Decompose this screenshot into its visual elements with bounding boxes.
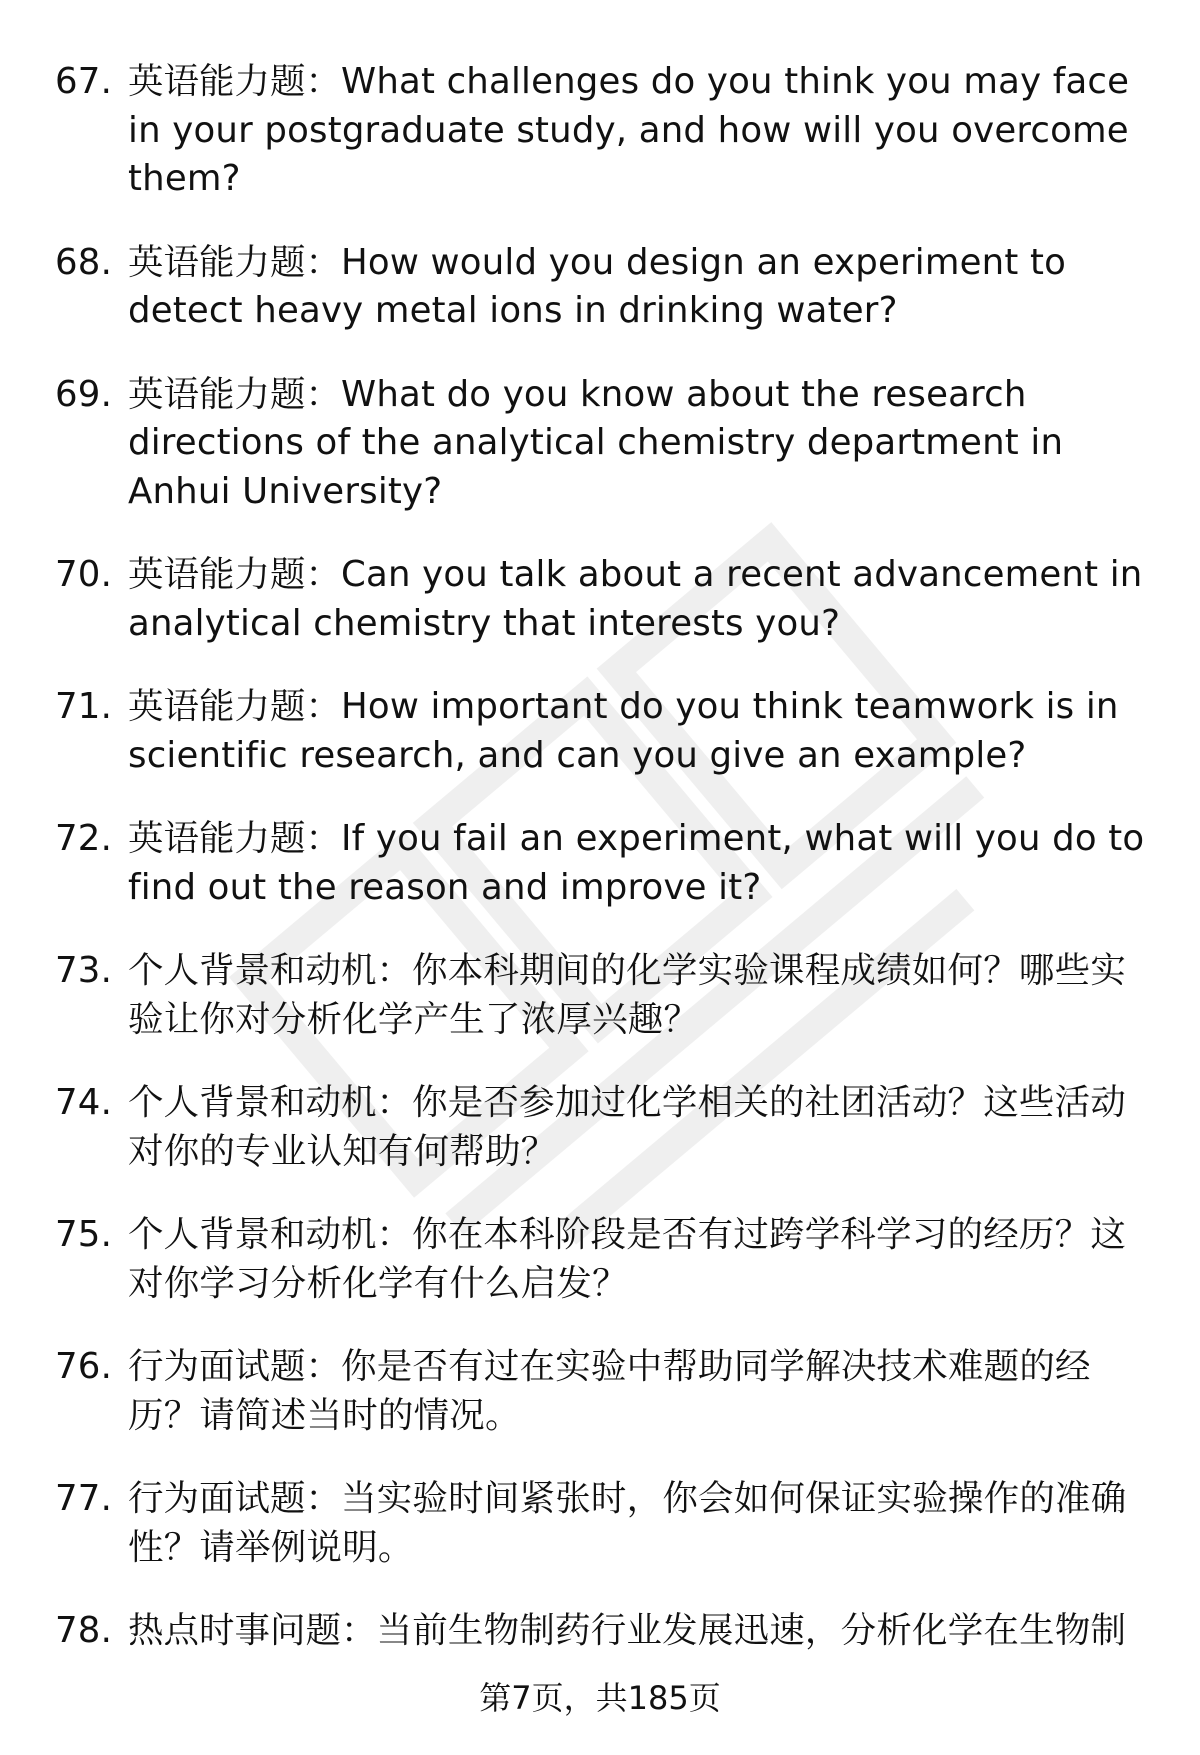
question-category: 英语能力题： (128, 373, 342, 415)
question-text: 你本科期间的化学实验课程成绩如何？哪些实验让你对分析化学产生了浓厚兴趣？ (128, 950, 1127, 1040)
question-text: What challenges do you think you may face in your postgraduate study, and how will you overcome them? (128, 61, 1130, 199)
question-item (55, 239, 1155, 336)
question-text: 当前生物制药行业发展迅速，分析化学在生物制 (376, 1610, 1127, 1651)
question-category: 个人背景和动机： (128, 1082, 413, 1123)
question-item (55, 1079, 1155, 1176)
question-number: 68. (55, 241, 113, 283)
question-category: 个人背景和动机： (128, 950, 413, 991)
question-text: How important do you think teamwork is in scientific research, and can you give an example? (128, 686, 1119, 776)
question-category: 英语能力题： (128, 686, 342, 727)
question-number: 77. (55, 1478, 113, 1519)
question-category: 热点时事问题： (128, 1610, 377, 1651)
question-item (55, 551, 1155, 648)
question-number: 67. (55, 61, 113, 102)
question-item (55, 683, 1155, 780)
question-text: What do you know about the research directions of the analytical chemistry department in Anhui University? (128, 373, 1064, 512)
question-item (55, 1343, 1155, 1440)
question-number: 69. (55, 373, 113, 415)
question-item (55, 947, 1155, 1044)
question-number: 75. (55, 1214, 113, 1255)
question-text: If you fail an experiment, what will you do to find out the reason and improve it? (128, 818, 1145, 908)
question-category: 英语能力题： (128, 241, 342, 283)
question-number: 70. (55, 554, 113, 595)
question-text: How would you design an experiment to detect heavy metal ions in drinking water? (128, 241, 1067, 331)
question-list (55, 58, 1155, 1691)
question-category: 行为面试题： (128, 1346, 342, 1387)
question-text: 当实验时间紧张时，你会如何保证实验操作的准确性？请举例说明。 (128, 1478, 1127, 1568)
question-text: Can you talk about a recent advancement in analytical chemistry that interests you? (128, 554, 1143, 644)
question-number: 78. (55, 1610, 113, 1651)
question-category: 英语能力题： (128, 554, 342, 595)
question-item (55, 371, 1155, 517)
question-category: 个人背景和动机： (128, 1214, 413, 1255)
question-item (55, 1475, 1155, 1572)
question-category: 英语能力题： (128, 818, 342, 859)
question-number: 76. (55, 1346, 113, 1387)
page-footer: 第7页，共185页 (479, 1679, 721, 1717)
question-category: 行为面试题： (128, 1478, 342, 1519)
question-item (55, 1211, 1155, 1308)
question-text: 你在本科阶段是否有过跨学科学习的经历？这对你学习分析化学有什么启发？ (128, 1214, 1127, 1304)
question-item (55, 815, 1155, 912)
question-number: 71. (55, 686, 113, 727)
question-text: 你是否有过在实验中帮助同学解决技术难题的经历？请简述当时的情况。 (128, 1346, 1091, 1436)
question-text: 你是否参加过化学相关的社团活动？这些活动对你的专业认知有何帮助？ (128, 1082, 1127, 1172)
question-number: 74. (55, 1082, 113, 1123)
question-item (55, 1607, 1155, 1656)
question-number: 73. (55, 950, 113, 991)
question-number: 72. (55, 818, 113, 859)
question-item (55, 58, 1155, 204)
question-category: 英语能力题： (128, 61, 342, 102)
